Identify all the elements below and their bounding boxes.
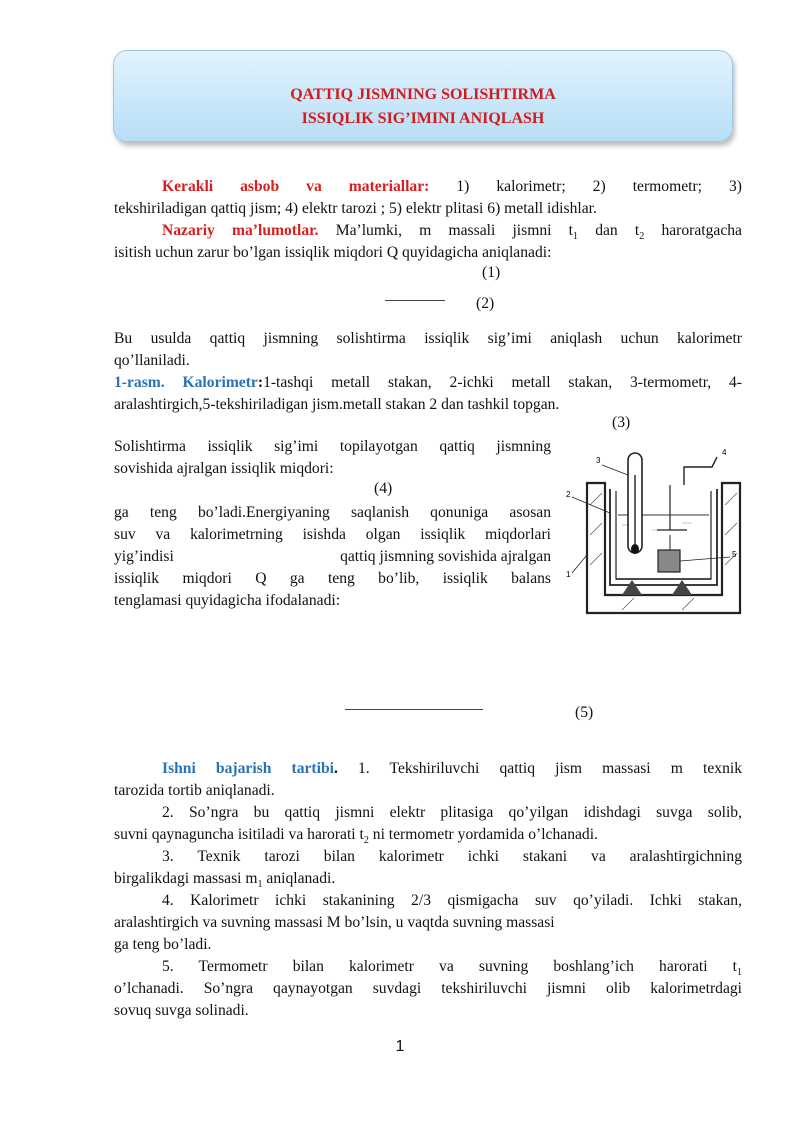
- procedure-label: Ishni bajarish tartibi: [162, 760, 334, 777]
- materials-label: Kerakli asbob va materiallar:: [162, 178, 430, 195]
- procedure-step1-line-2: tarozida tortib aniqlanadi.: [114, 782, 275, 799]
- materials-text-1: 1) kalorimetr; 2) termometr; 3): [429, 178, 742, 195]
- equation-label-3: (3): [612, 414, 631, 431]
- equation-label-2: (2): [476, 295, 495, 312]
- left-col-p2-line-4: issiqlik miqdori Q ga teng bo’lib, issiqlik balans: [114, 570, 551, 587]
- procedure-step5-line-1: 5. Termometr bilan kalorimetr va suvning boshlang’ich harorati $t_1$: [162, 958, 742, 979]
- fraction-bar-2: [385, 300, 445, 301]
- title-line-2: ISSIQLIK SIG’IMINI ANIQLASH: [301, 110, 545, 127]
- equation-label-4: (4): [374, 480, 393, 497]
- procedure-step4-line-3: ga teng bo’ladi.: [114, 936, 212, 953]
- procedure-step5-line-3: sovuq suvga solinadi.: [114, 1002, 249, 1019]
- theory-line-2: isitish uchun zarur bo’lgan issiqlik miqdori Q quyidagicha aniqlanadi:: [114, 244, 552, 261]
- procedure-step5-line-2: o’lchanadi. So’ngra qaynayotgan suvdagi tekshiriluvchi jismni olib kalorimetrdagi: [114, 980, 742, 997]
- left-col-p2-line-5: tenglamasi quyidagicha ifodalanadi:: [114, 592, 341, 609]
- figure-label-2: 2: [566, 490, 571, 499]
- title-banner: [113, 50, 733, 142]
- left-col-p1-line-1: Solishtirma issiqlik sig’imi topilayotgan qattiq jismning: [114, 438, 551, 455]
- procedure-step1-line-1: Ishni bajarish tartibi. 1. Tekshiriluvchi qattiq jism massasi m texnik: [162, 760, 742, 777]
- left-col-p2-line-3: yig’indisi qattiq jismning sovishida ajralgan: [114, 548, 551, 565]
- figure-caption-line-1: 1-rasm. Kalorimetr:1-tashqi metall stakan, 2-ichki metall stakan, 3-termometr, 4-: [114, 374, 743, 391]
- procedure-step2-line-1: 2. So’ngra bu qattiq jismni elektr plitasiga qo’yilgan idishdagi suvga solib,: [162, 804, 742, 821]
- title-line-1: QATTIQ JISMNING SOLISHTIRMA: [290, 86, 556, 103]
- left-col-p1-line-2: sovishida ajralgan issiqlik miqdori:: [114, 460, 334, 477]
- procedure-step3-line-1: 3. Texnik tarozi bilan kalorimetr ichki stakani va aralashtirgichning: [162, 848, 742, 865]
- theory-line-1: Nazariy ma’lumotlar. Ma’lumki, m massali jismni $t_1$ dan $t_2$ haroratgacha: [162, 222, 742, 243]
- page-number: 1: [395, 1038, 405, 1055]
- equation-label-5: (5): [575, 704, 594, 721]
- materials-line-1: [114, 176, 742, 198]
- figure-caption-line-2: aralashtirgich,5-tekshiriladigan jism.metall stakan 2 dan tashkil topgan.: [114, 396, 560, 413]
- procedure-step3-line-2: birgalikdagi massasi $m_1$ aniqlanadi.: [114, 870, 336, 891]
- fraction-bar-5: [345, 709, 483, 710]
- equation-label-1: (1): [482, 264, 501, 281]
- figure-label-3: 3: [596, 456, 601, 465]
- left-col-p2-line-2: suv va kalorimetrning isishda olgan issiqlik miqdorlari: [114, 526, 551, 543]
- figure-caption-label: 1-rasm. Kalorimetr: [114, 374, 258, 391]
- figure-label-4: 4: [722, 448, 727, 457]
- calorimeter-line-1: Bu usulda qattiq jismning solishtirma issiqlik sig’imi aniqlash uchun kalorimetr: [114, 330, 742, 347]
- procedure-step4-line-2: aralashtirgich va suvning massasi M bo’lsin, u vaqtda suvning massasi: [114, 914, 555, 931]
- procedure-step4-line-1: 4. Kalorimetr ichki stakanining 2/3 qismigacha suv qo’yiladi. Ichki stakan,: [162, 892, 742, 909]
- theory-label: Nazariy ma’lumotlar.: [162, 222, 319, 239]
- materials-line-2: tekshiriladigan qattiq jism; 4) elektr tarozi ; 5) elektr plitasi 6) metall idishlar.: [114, 200, 597, 217]
- figure-label-1: 1: [566, 570, 571, 579]
- procedure-step2-line-2: suvni qaynaguncha isitiladi va harorati $t_2$ ni termometr yordamida o’lchanadi.: [114, 826, 598, 847]
- calorimeter-diagram: [562, 445, 742, 620]
- left-col-p2-line-1: ga teng bo’ladi.Energiyaning saqlanish qonuniga asosan: [114, 504, 551, 521]
- calorimeter-line-2: qo’llaniladi.: [114, 352, 190, 369]
- figure-label-5: 5: [732, 550, 737, 559]
